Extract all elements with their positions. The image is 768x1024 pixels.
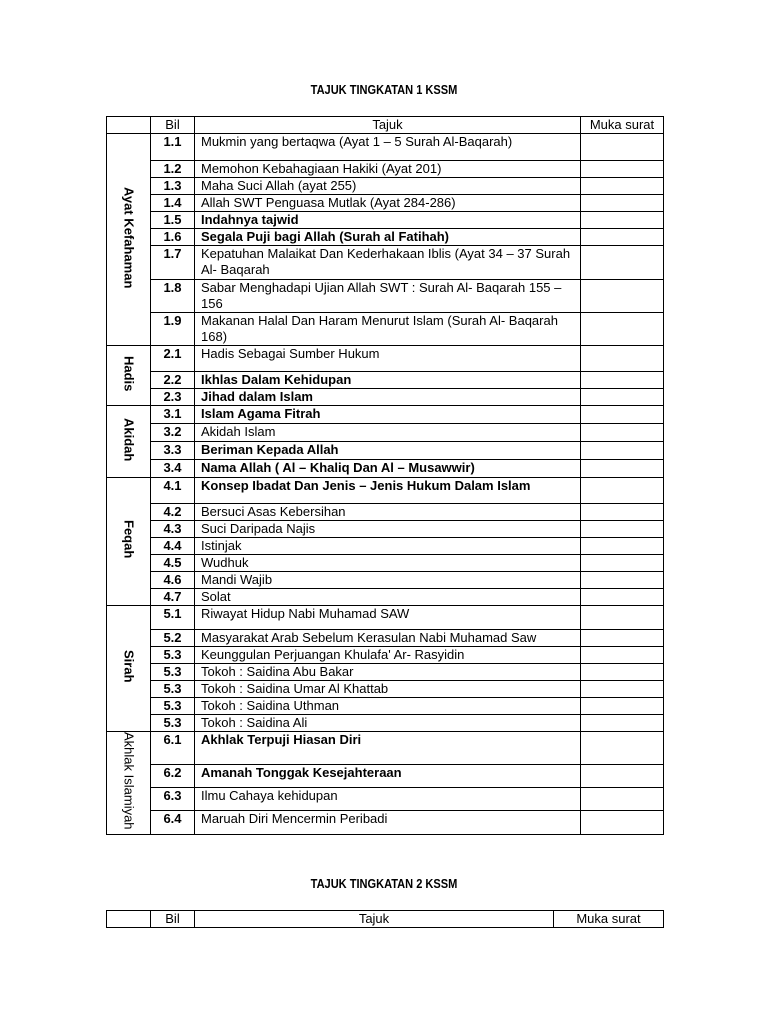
tajuk-cell: Islam Agama Fitrah [195, 406, 581, 424]
header-bil: Bil [151, 117, 195, 134]
tajuk-cell: Akidah Islam [195, 424, 581, 442]
tajuk-cell: Akhlak Terpuji Hiasan Diri [195, 732, 581, 765]
tajuk-cell: Maha Suci Allah (ayat 255) [195, 178, 581, 195]
tajuk-cell: Ikhlas Dalam Kehidupan [195, 372, 581, 389]
muka-surat-cell [581, 280, 664, 313]
tajuk-cell: Allah SWT Penguasa Mutlak (Ayat 284-286) [195, 195, 581, 212]
section-label: Akhlak Islamiyah [121, 732, 137, 830]
table-row [107, 504, 664, 521]
bil-cell: 5.3 [151, 698, 195, 715]
table-row [107, 764, 664, 787]
section-label: Ayat Kefahaman [121, 186, 137, 289]
bil-cell: 1.8 [151, 280, 195, 313]
muka-surat-cell [581, 313, 664, 346]
tajuk-cell: Keunggulan Perjuangan Khulafa' Ar- Rasyidin [195, 647, 581, 664]
bil-cell: 5.3 [151, 715, 195, 732]
muka-surat-cell [581, 372, 664, 389]
tajuk-cell: Segala Puji bagi Allah (Surah al Fatihah) [195, 229, 581, 246]
table-row [107, 442, 664, 460]
muka-surat-cell [581, 161, 664, 178]
tajuk-cell: Tokoh : Saidina Ali [195, 715, 581, 732]
table-row [107, 647, 664, 664]
muka-surat-cell [581, 195, 664, 212]
bil-cell: 4.3 [151, 521, 195, 538]
tajuk-cell: Konsep Ibadat Dan Jenis – Jenis Hukum Dalam Islam [195, 478, 581, 504]
tajuk-cell: Mukmin yang bertaqwa (Ayat 1 – 5 Surah Al-Baqarah) [195, 134, 581, 161]
bil-cell: 5.2 [151, 630, 195, 647]
muka-surat-cell [581, 521, 664, 538]
tajuk-cell: Solat [195, 589, 581, 606]
table-row [107, 732, 664, 765]
muka-surat-cell [581, 424, 664, 442]
section-label-cell [107, 606, 151, 732]
header-muka-surat: Muka surat [554, 911, 664, 928]
table-row [107, 406, 664, 424]
table-row [107, 664, 664, 681]
bil-cell: 3.3 [151, 442, 195, 460]
table-row [107, 195, 664, 212]
bil-cell: 5.3 [151, 681, 195, 698]
bil-cell: 1.9 [151, 313, 195, 346]
muka-surat-cell [581, 134, 664, 161]
muka-surat-cell [581, 630, 664, 647]
bil-cell: 3.2 [151, 424, 195, 442]
muka-surat-cell [581, 811, 664, 834]
section-label-cell [107, 134, 151, 346]
tajuk-cell: Sabar Menghadapi Ujian Allah SWT : Surah Al- Baqarah 155 – 156 [195, 280, 581, 313]
bil-cell: 1.1 [151, 134, 195, 161]
table-row [107, 521, 664, 538]
muka-surat-cell [581, 178, 664, 195]
tajuk-cell: Istinjak [195, 538, 581, 555]
muka-surat-cell [581, 406, 664, 424]
tajuk-cell: Hadis Sebagai Sumber Hukum [195, 346, 581, 372]
section-label: Sirah [121, 650, 137, 683]
section-label-cell [107, 478, 151, 606]
table-header-row [107, 117, 664, 134]
muka-surat-cell [581, 460, 664, 478]
tajuk-cell: Beriman Kepada Allah [195, 442, 581, 460]
tajuk-cell: Makanan Halal Dan Haram Menurut Islam (Surah Al- Baqarah 168) [195, 313, 581, 346]
table-row [107, 572, 664, 589]
table-row [107, 681, 664, 698]
form2-topics-table [106, 910, 664, 928]
header-blank-cell [107, 911, 151, 928]
muka-surat-cell [581, 389, 664, 406]
bil-cell: 1.4 [151, 195, 195, 212]
bil-cell: 1.7 [151, 246, 195, 280]
tajuk-cell: Ilmu Cahaya kehidupan [195, 788, 581, 811]
muka-surat-cell [581, 538, 664, 555]
muka-surat-cell [581, 606, 664, 630]
section-label: Akidah [121, 417, 137, 462]
bil-cell: 6.3 [151, 788, 195, 811]
table-row [107, 478, 664, 504]
tajuk-cell: Tokoh : Saidina Uthman [195, 698, 581, 715]
tajuk-cell: Mandi Wajib [195, 572, 581, 589]
table-row [107, 715, 664, 732]
form1-title: TAJUK TINGKATAN 1 KSSM [310, 82, 458, 97]
tajuk-cell: Bersuci Asas Kebersihan [195, 504, 581, 521]
table-row [107, 178, 664, 195]
table-row [107, 630, 664, 647]
muka-surat-cell [581, 764, 664, 787]
table-header-row [107, 911, 664, 928]
header-muka-surat: Muka surat [581, 117, 664, 134]
table-row [107, 538, 664, 555]
table-row [107, 389, 664, 406]
table-row [107, 246, 664, 280]
tajuk-cell: Kepatuhan Malaikat Dan Kederhakaan Iblis (Ayat 34 – 37 Surah Al- Baqarah [195, 246, 581, 280]
table-row [107, 134, 664, 161]
header-bil: Bil [151, 911, 195, 928]
bil-cell: 1.3 [151, 178, 195, 195]
tajuk-cell: Memohon Kebahagiaan Hakiki (Ayat 201) [195, 161, 581, 178]
table-row [107, 313, 664, 346]
muka-surat-cell [581, 572, 664, 589]
section-label-cell [107, 406, 151, 478]
muka-surat-cell [581, 681, 664, 698]
tajuk-cell: Suci Daripada Najis [195, 521, 581, 538]
bil-cell: 4.2 [151, 504, 195, 521]
muka-surat-cell [581, 442, 664, 460]
bil-cell: 4.5 [151, 555, 195, 572]
table-row [107, 811, 664, 834]
section-label-cell [107, 732, 151, 835]
table-row [107, 212, 664, 229]
bil-cell: 4.6 [151, 572, 195, 589]
table-row [107, 606, 664, 630]
bil-cell: 4.4 [151, 538, 195, 555]
tajuk-cell: Wudhuk [195, 555, 581, 572]
form2-title: TAJUK TINGKATAN 2 KSSM [310, 876, 458, 891]
muka-surat-cell [581, 732, 664, 765]
section-label-cell [107, 346, 151, 406]
bil-cell: 4.1 [151, 478, 195, 504]
muka-surat-cell [581, 788, 664, 811]
table-row [107, 229, 664, 246]
bil-cell: 3.1 [151, 406, 195, 424]
header-tajuk: Tajuk [195, 117, 581, 134]
muka-surat-cell [581, 647, 664, 664]
bil-cell: 5.3 [151, 647, 195, 664]
table-row [107, 698, 664, 715]
table-row [107, 346, 664, 372]
tajuk-cell: Riwayat Hidup Nabi Muhamad SAW [195, 606, 581, 630]
bil-cell: 6.2 [151, 764, 195, 787]
muka-surat-cell [581, 715, 664, 732]
muka-surat-cell [581, 346, 664, 372]
bil-cell: 6.1 [151, 732, 195, 765]
tajuk-cell: Nama Allah ( Al – Khaliq Dan Al – Musawwir) [195, 460, 581, 478]
bil-cell: 5.3 [151, 664, 195, 681]
bil-cell: 2.1 [151, 346, 195, 372]
tajuk-cell: Indahnya tajwid [195, 212, 581, 229]
bil-cell: 1.5 [151, 212, 195, 229]
tajuk-cell: Tokoh : Saidina Umar Al Khattab [195, 681, 581, 698]
muka-surat-cell [581, 589, 664, 606]
bil-cell: 5.1 [151, 606, 195, 630]
muka-surat-cell [581, 698, 664, 715]
muka-surat-cell [581, 555, 664, 572]
tajuk-cell: Jihad dalam Islam [195, 389, 581, 406]
bil-cell: 1.6 [151, 229, 195, 246]
muka-surat-cell [581, 478, 664, 504]
table-row [107, 589, 664, 606]
bil-cell: 2.3 [151, 389, 195, 406]
bil-cell: 1.2 [151, 161, 195, 178]
tajuk-cell: Amanah Tonggak Kesejahteraan [195, 764, 581, 787]
muka-surat-cell [581, 229, 664, 246]
tajuk-cell: Tokoh : Saidina Abu Bakar [195, 664, 581, 681]
muka-surat-cell [581, 246, 664, 280]
bil-cell: 6.4 [151, 811, 195, 834]
tajuk-cell: Maruah Diri Mencermin Peribadi [195, 811, 581, 834]
section-label: Hadis [121, 355, 137, 392]
table-row [107, 372, 664, 389]
table-row [107, 280, 664, 313]
table-row [107, 555, 664, 572]
section-label: Feqah [121, 520, 137, 559]
table-row [107, 460, 664, 478]
muka-surat-cell [581, 212, 664, 229]
bil-cell: 3.4 [151, 460, 195, 478]
tajuk-cell: Masyarakat Arab Sebelum Kerasulan Nabi Muhamad Saw [195, 630, 581, 647]
muka-surat-cell [581, 504, 664, 521]
form1-topics-table [106, 116, 664, 835]
bil-cell: 4.7 [151, 589, 195, 606]
header-blank-cell [107, 117, 151, 134]
header-tajuk: Tajuk [195, 911, 554, 928]
table-row [107, 424, 664, 442]
table-row [107, 161, 664, 178]
bil-cell: 2.2 [151, 372, 195, 389]
table-row [107, 788, 664, 811]
muka-surat-cell [581, 664, 664, 681]
